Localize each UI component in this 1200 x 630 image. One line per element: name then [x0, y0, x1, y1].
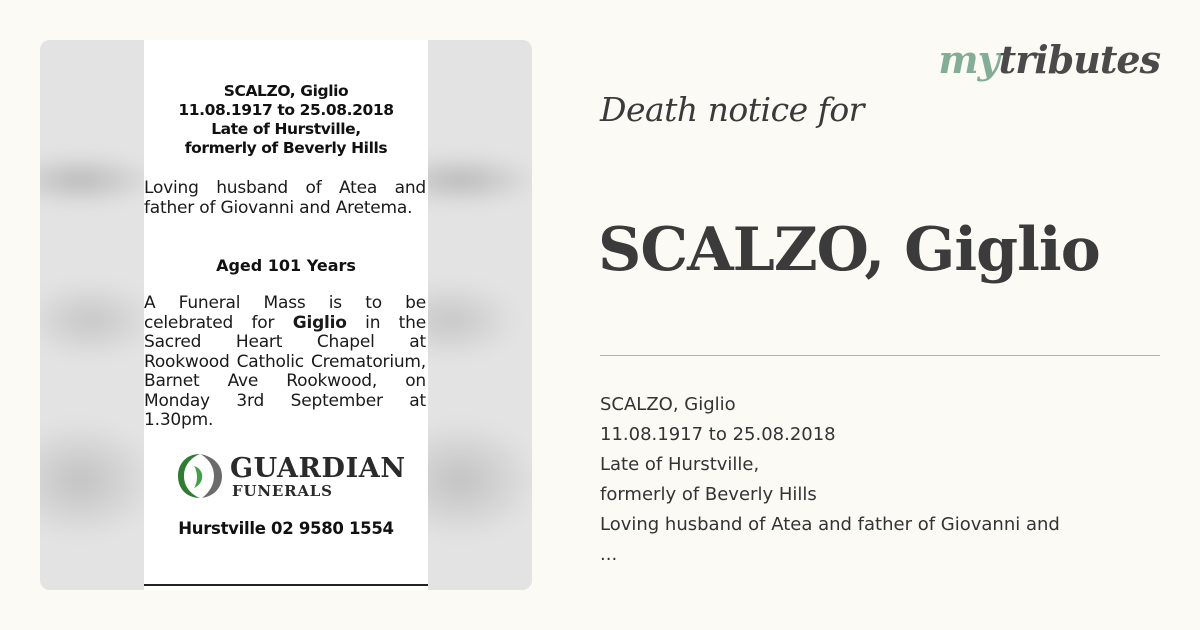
death-notice-clipping	[144, 40, 428, 590]
notice-image-card	[40, 40, 532, 590]
service-text-bold-name: Giglio	[292, 312, 347, 333]
section-divider	[600, 355, 1160, 356]
funeral-home-logo	[174, 450, 406, 506]
service-text-after: in the Sacred Heart Chapel at Rookwood Catholic Crematorium, Barnet Ave Rookwood, on Monday 3rd September at 1.30pm.	[144, 312, 426, 430]
funeral-home-name-line2: FUNERALS	[232, 482, 333, 500]
excerpt-line: SCALZO, Giglio	[600, 394, 736, 415]
notice-heading-late-of: Late of Hurstville,	[211, 120, 361, 138]
notice-heading	[144, 82, 428, 158]
excerpt-line: formerly of Beverly Hills	[600, 484, 817, 505]
logo-part-my: my	[938, 37, 999, 82]
notice-age: Aged 101 Years	[216, 256, 356, 275]
excerpt-line: Late of Hurstville,	[600, 454, 760, 475]
excerpt-line: Loving husband of Atea and father of Giovanni and	[600, 514, 1060, 535]
notice-heading-dates: 11.08.1917 to 25.08.2018	[178, 101, 394, 119]
notice-bottom-rule	[144, 584, 428, 586]
notice-paragraph-family: Loving husband of Atea and father of Giovanni and Aretema.	[144, 178, 426, 218]
mytributes-logo[interactable]	[938, 36, 1160, 84]
guardian-emblem-icon	[174, 450, 226, 502]
funeral-home-name-line1: GUARDIAN	[230, 453, 406, 484]
deceased-name-title: SCALZO, Giglio	[598, 215, 1100, 285]
funeral-home-phone: Hurstville 02 9580 1554	[178, 519, 394, 538]
notice-paragraph-service	[144, 294, 426, 431]
logo-part-tributes: tributes	[998, 37, 1160, 82]
notice-heading-name: SCALZO, Giglio	[223, 82, 349, 100]
notice-heading-formerly: formerly of Beverly Hills	[184, 139, 388, 157]
page-subtitle: Death notice for	[600, 90, 864, 129]
excerpt-line: 11.08.1917 to 25.08.2018	[600, 424, 836, 445]
excerpt-ellipsis: ...	[600, 544, 618, 565]
service-text-before: A Funeral Mass is to be celebrated for	[144, 293, 426, 333]
notice-excerpt	[600, 390, 1160, 570]
